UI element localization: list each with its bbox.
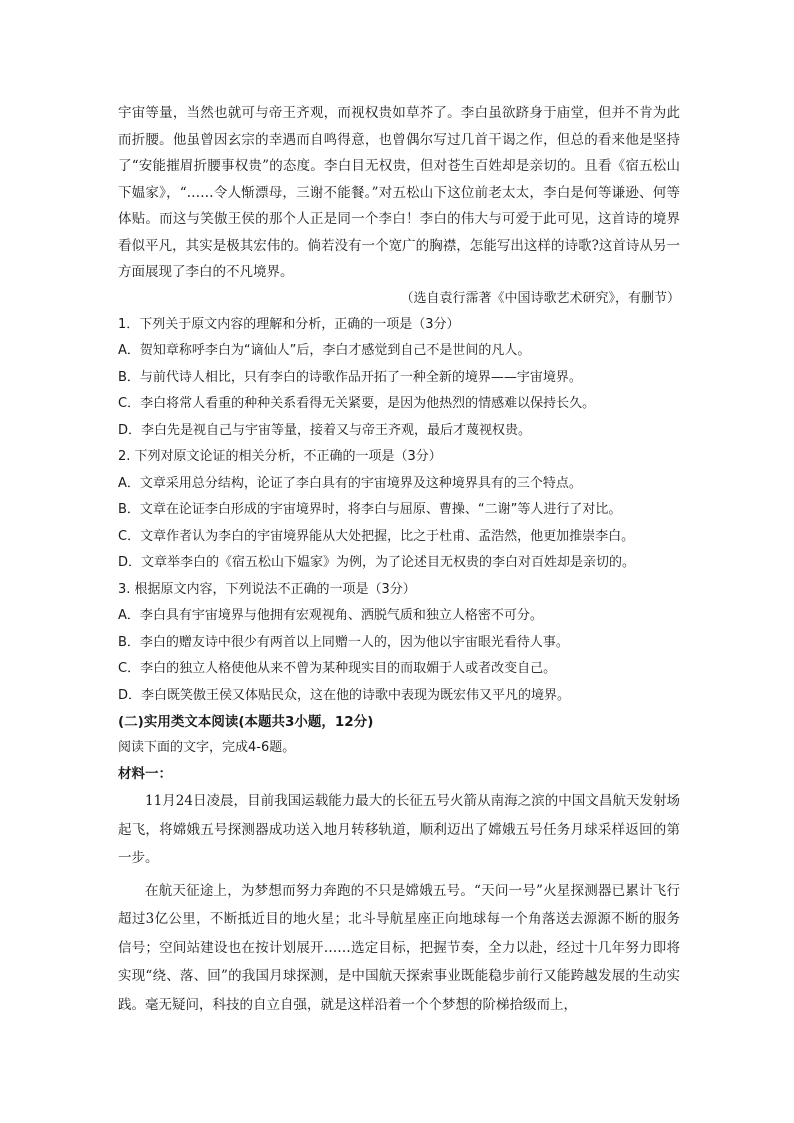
option-b: B．与前代诗人相比，只有李白的诗歌作品开拓了一种全新的境界——宇宙境界。: [118, 369, 582, 385]
option-b: B．文章在论证李白形成的宇宙境界时，将李白与屈原、曹操、“二谢”等人进行了对比。: [118, 502, 622, 517]
option-b: B．李白的赠友诗中很少有两首以上同赠一人的，因为他以宇宙眼光看待人事。: [118, 634, 569, 650]
passage-source: （选自袁行霈著《中国诗歌艺术研究》，有删节）: [400, 290, 680, 306]
option-c: C．李白将常人看重的种种关系看得无关紧要，是因为他热烈的情感难以保持长久。: [118, 396, 596, 411]
section-instruction: 阅读下面的文字，完成4-6题。: [118, 740, 296, 755]
document-page: [118, 100, 680, 1019]
option-d: D．文章举李白的《宿五松山下媪家》为例，为了论述目无权贵的李白对百姓却是亲切的。: [118, 555, 636, 570]
question-2: [118, 444, 680, 577]
question-stem: 1．下列关于原文内容的理解和分析，正确的一项是（3分）: [118, 316, 460, 332]
question-stem: 3. 根据原文内容，下列说法不正确的一项是（3分）: [118, 581, 416, 597]
question-1: [118, 312, 680, 445]
section-title: (二)实用类文本阅读(本题共3小题，12分): [118, 714, 374, 730]
material-paragraph: 11月24日凌晨，目前我国运载能力最大的长征五号火箭从南海之滨的中国文昌航天发射场起飞，将嫦娥五号探测器成功送入地月转移轨道，顺利迈出了嫦娥五号任务月球采样返回的第一步。: [118, 793, 680, 866]
option-a: A．文章采用总分结构，论证了李白具有的宇宙境界及这种境界具有的三个特点。: [118, 475, 582, 491]
option-d: D．李白既笑傲王侯又体贴民众，这在他的诗歌中表现为既宏伟又平凡的境界。: [118, 687, 571, 703]
option-a: A．李白具有宇宙境界与他拥有宏观视角、洒脱气质和独立人格密不可分。: [118, 608, 543, 623]
option-d: D．李白先是视自己与宇宙等量，接着又与帝王齐观，最后才蔑视权贵。: [118, 422, 532, 438]
question-stem: 2. 下列对原文论证的相关分析，不正确的一项是（3分）: [118, 449, 442, 464]
material-label: 材料一：: [118, 766, 172, 782]
option-c: C．李白的独立人格使他从来不曾为某种现实目的而取媚于人或者改变自己。: [118, 661, 557, 676]
option-a: A．贺知章称呼李白为“谪仙人”后，李白才感觉到自己不是世间的凡人。: [118, 343, 531, 358]
passage-paragraph: 宇宙等量，当然也就可与帝王齐观，而视权贵如草芥了。李白虽欲跻身于庙堂，但并不肯为此而折腰。他虽曾因玄宗的幸遇而自鸣得意，也曾偶尔写过几首干谒之作，但总的看来他是坚持了“安能摧眉折腰事权贵”的态度。李白目无权贵，但对苍生百姓却是亲切的。且看《宿五松山下媪家》，“……令人惭漂母，三谢不能餐。”对五松山下这位前老太太，李白是何等谦逊、何等体贴。而这与笑傲王侯的那个人正是同一个李白！李白的伟大与可爱于此可见，这首诗的境界看似平凡，其实是极其宏伟的。倘若没有一个宽广的胸襟，怎能写出这样的诗歌?这首诗从另一方面展现了李白的不凡境界。: [118, 105, 680, 280]
question-3: [118, 577, 680, 710]
option-c: C．文章作者认为李白的宇宙境界能从大处把握，比之于杜甫、孟浩然，他更加推崇李白。: [118, 528, 635, 544]
material-paragraph: 在航天征途上，为梦想而努力奔跑的不只是嫦娥五号。“天问一号”火星探测器已累计飞行超过3亿公里，不断抵近目的地火星；北斗导航星座正向地球每一个角落送去源源不断的服务信号；空间站建设也在按计划展开……选定目标，把握节奏，全力以赴，经过十几年努力即将实现“绕、落、回”的我国月球探测，是中国航天探索事业既能稳步前行又能跨越发展的生动实践。毫无疑问，科技的自立自强，就是这样沿着一个个梦想的阶梯拾级而上，: [118, 882, 680, 1013]
